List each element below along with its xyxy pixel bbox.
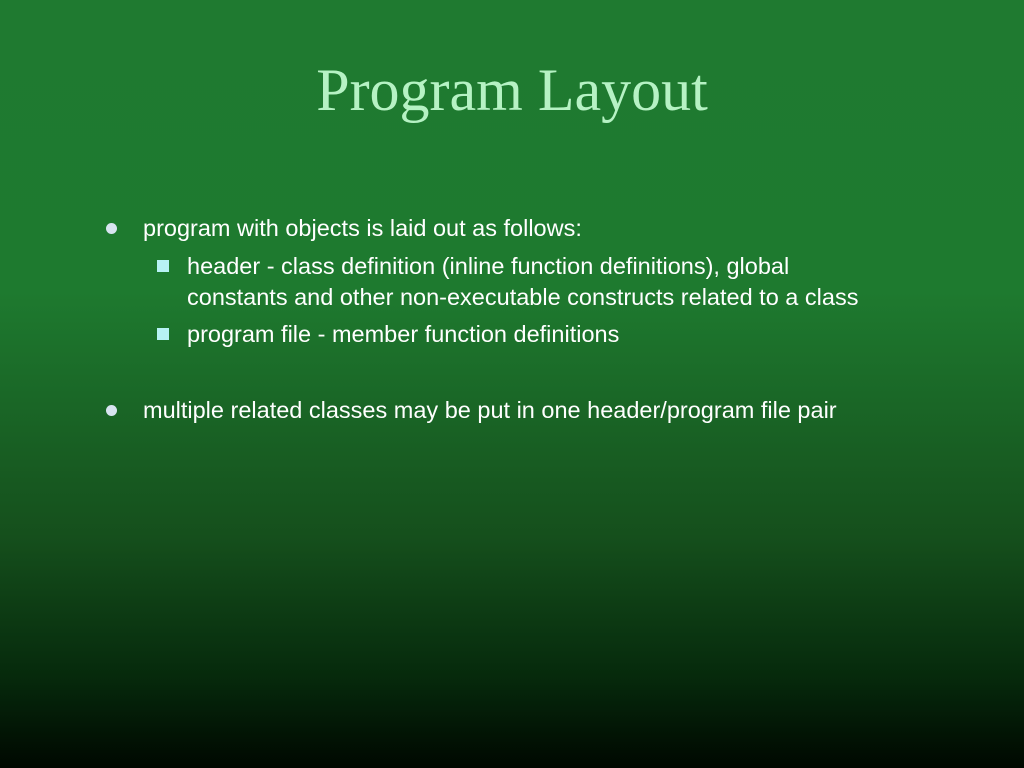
bullet-item-1 bbox=[0, 212, 1024, 244]
round-bullet-icon bbox=[106, 405, 117, 416]
sub-bullet-text-1-line-1: header - class definition (inline function definitions), global bbox=[187, 253, 790, 279]
bullet-text-1: program with objects is laid out as follows: bbox=[143, 215, 582, 241]
sub-bullet-item-2 bbox=[0, 318, 1024, 350]
round-bullet-icon bbox=[106, 223, 117, 234]
bullet-text-2: multiple related classes may be put in one header/program file pair bbox=[143, 397, 837, 423]
sub-bullet-text-1-line-2: constants and other non-executable constructs related to a class bbox=[187, 284, 859, 310]
bullet-item-2 bbox=[0, 394, 1024, 426]
sub-bullet-item-1 bbox=[0, 250, 1024, 314]
square-bullet-icon bbox=[157, 328, 169, 340]
square-bullet-icon bbox=[157, 260, 169, 272]
slide-title: Program Layout bbox=[316, 57, 708, 123]
sub-bullet-text-2: program file - member function definitions bbox=[187, 321, 620, 347]
